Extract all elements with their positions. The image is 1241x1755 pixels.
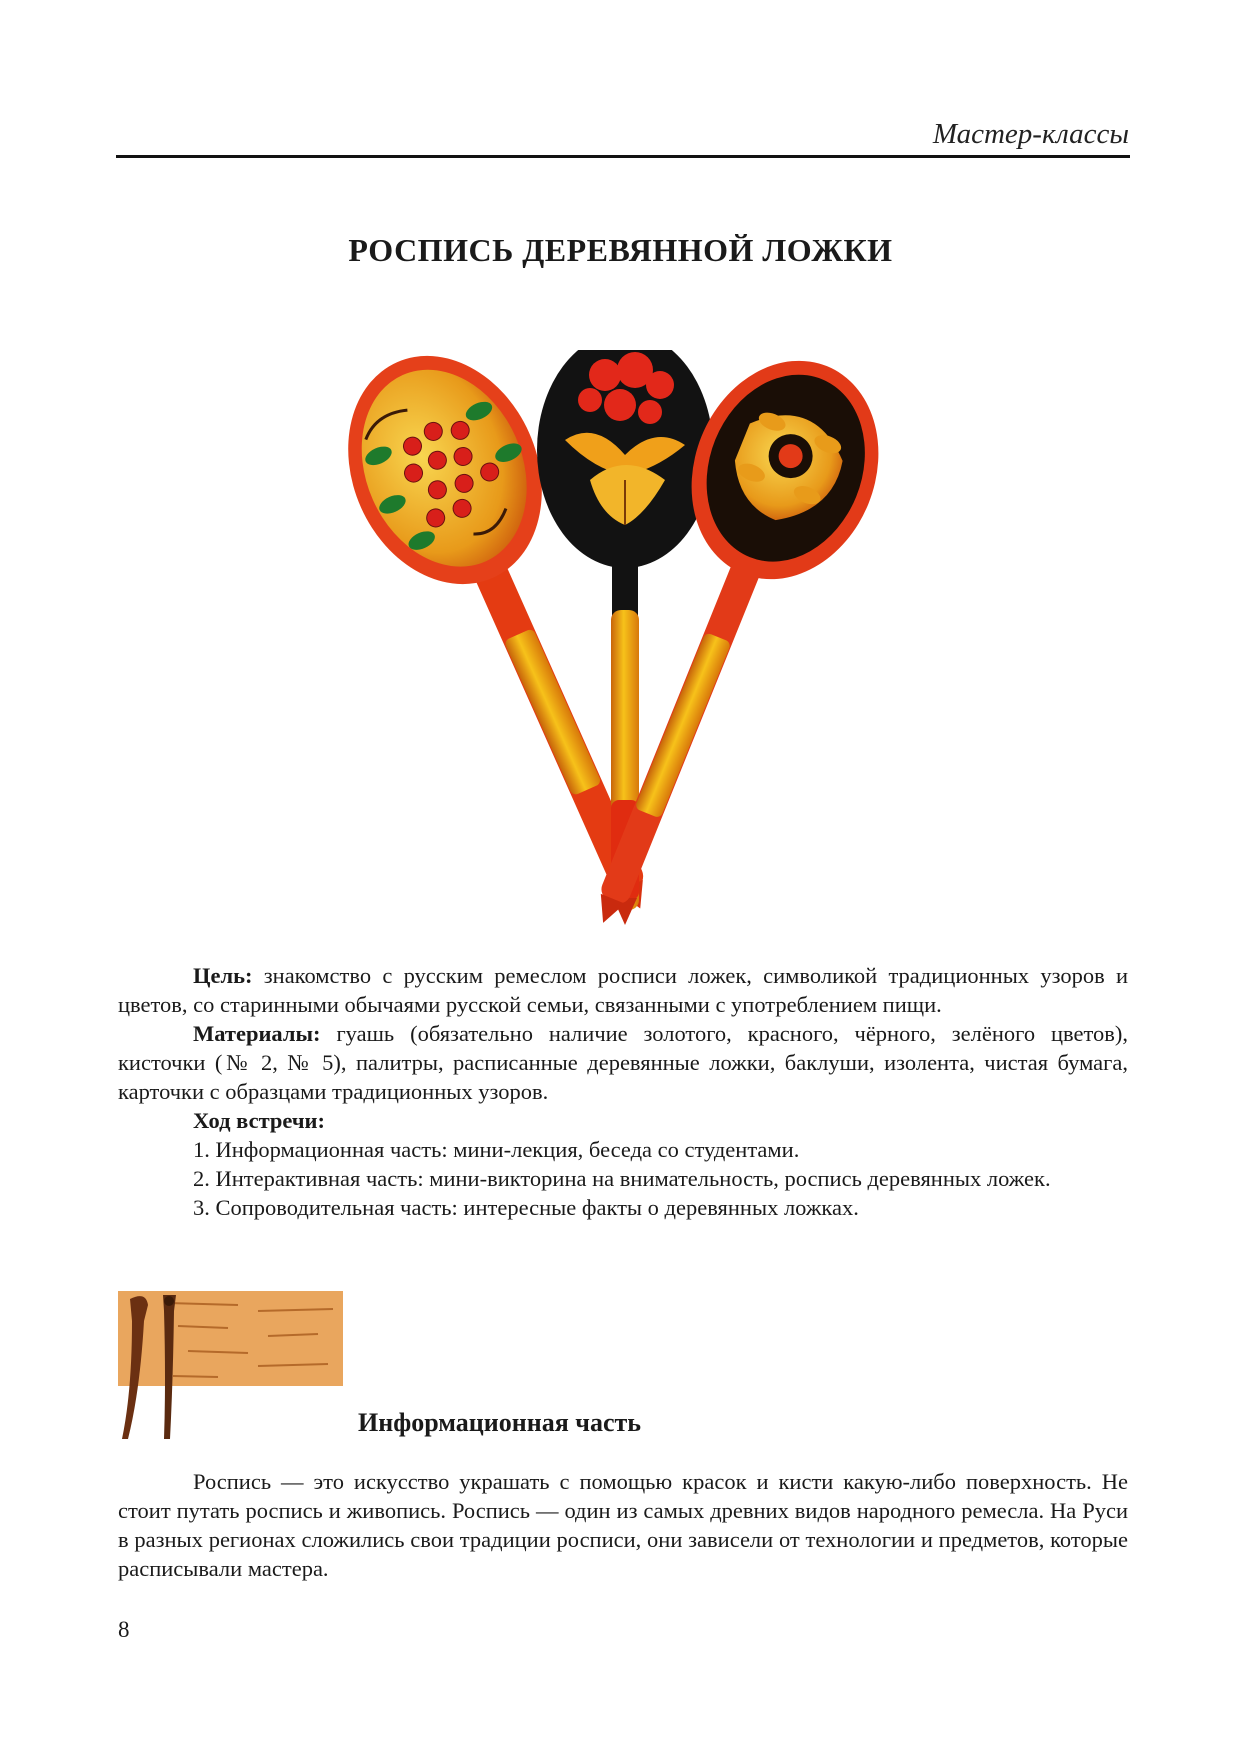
agenda-list [118, 1106, 1128, 1222]
section-paragraph: Роспись — это искусство украшать с помощью красок и кисти какую-либо поверхность. Не стоит путать роспись и живопись. Роспись — один из самых древних видов народного ремесла. На Руси в разных регионах сложились свои традиции росписи, они зависели от технологии и предметов, которые расписывали мастера. [118, 1469, 1128, 1581]
running-header: Мастер-классы [932, 118, 1129, 150]
goal-text: знакомство с русским ремеслом росписи ложек, символикой традиционных узоров и цветов, со старинными обычаями русской семьи, связанными с употреблением пищи. [118, 963, 1128, 1017]
header-rule [116, 155, 1130, 158]
birch-bark-image [118, 1291, 343, 1441]
agenda-item: 1. Информационная часть: мини-лекция, беседа со студентами. [193, 1137, 800, 1162]
materials-label: Материалы: [193, 1021, 321, 1046]
agenda-label: Ход встречи: [193, 1108, 325, 1133]
page-title: РОСПИСЬ ДЕРЕВЯННОЙ ЛОЖКИ [348, 232, 893, 268]
section-block [118, 1467, 1128, 1583]
page-number: 8 [118, 1617, 130, 1642]
goal-paragraph [118, 961, 1128, 1019]
painted-spoons-illustration [345, 350, 905, 950]
intro-block [118, 961, 1128, 1222]
agenda-item: 2. Интерактивная часть: мини-викторина на внимательность, роспись деревянных ложек. [193, 1166, 1051, 1191]
materials-text: гуашь (обязательно наличие золотого, красного, чёрного, зелёного цветов), кисточки (№ 2, № 5), палитры, расписанные деревянные ложки, баклуши, изолента, чистая бумага, карточки с образцами традиционных узоров. [118, 1021, 1128, 1104]
agenda-item: 3. Сопроводительная часть: интересные факты о деревянных ложках. [193, 1195, 859, 1220]
section-heading: Информационная часть [358, 1408, 642, 1437]
goal-label: Цель: [193, 963, 253, 988]
materials-paragraph [118, 1019, 1128, 1106]
